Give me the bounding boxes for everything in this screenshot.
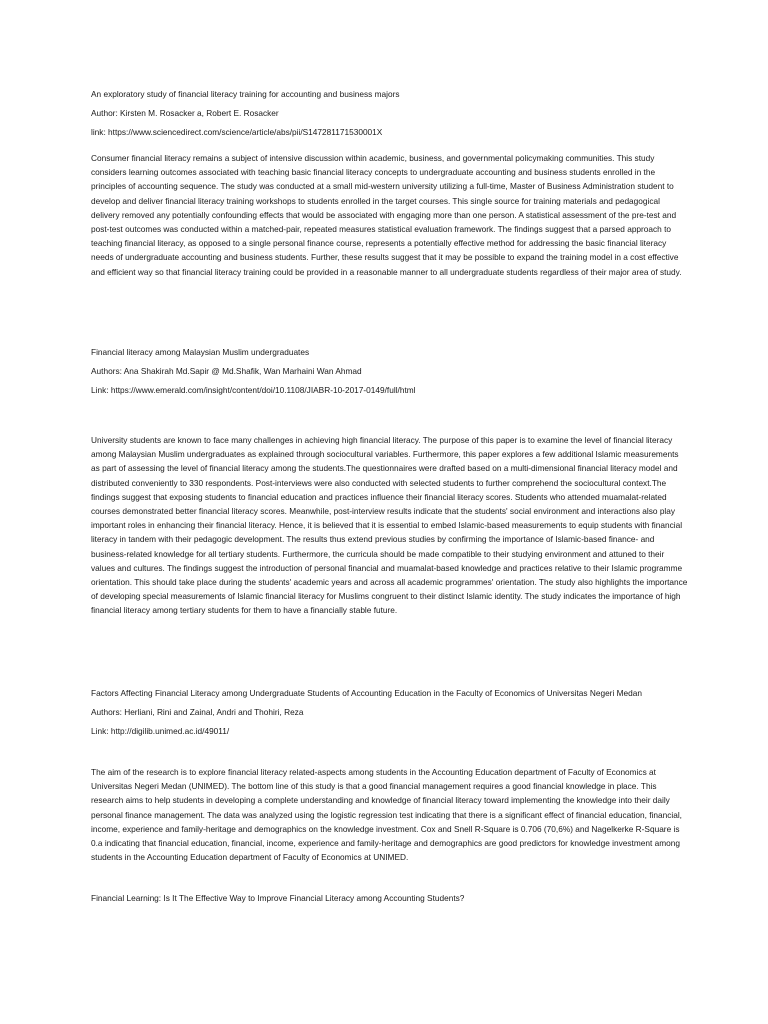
entry-authors: Authors: Ana Shakirah Md.Sapir @ Md.Shafik, Wan Marhaini Wan Ahmad: [91, 366, 362, 377]
entry-4: [91, 891, 689, 905]
entry-abstract: Consumer financial literacy remains a subject of intensive discussion within academic, business, and governmental policymaking communities. This study considers learning outcomes associated with teaching basic financial literacy concepts to undergraduate accounting and business students enrolled in the principles of accounting sequence. The study was conducted at a small mid-western university utilizing a full-time, Master of Business Administration student to develop and deliver financial literacy training workshops to students enrolled in the target courses. This single source for training materials and pedagogical delivery removed any potentially confounding effects that would be associated with engaging more than one person. A statistical assessment of the pre-test and post-test outcomes was conducted within a matched-pair, repeated measures statistical evaluation framework. The findings suggest that a parsed approach to teaching financial literacy, as opposed to a single personal finance course, represents a potentially effective method for addressing the basic financial literacy needs of undergraduate accounting and business students. Further, these results suggest that it may be possible to expand the training model in a cost effective and efficient way so that financial literacy training could be provided in a reasonable manner to all undergraduate students regardless of their major area of study.: [91, 153, 682, 277]
entry-3-abstract: [91, 765, 689, 864]
entry-2: [91, 345, 689, 398]
entry-2-abstract: [91, 433, 689, 618]
entry-link: Link: https://www.emerald.com/insight/content/doi/10.1108/JIABR-10-2017-0149/full/html: [91, 385, 416, 396]
entry-title: Financial Learning: Is It The Effective Way to Improve Financial Literacy among Accounting Students?: [91, 893, 465, 903]
entry-title: Financial literacy among Malaysian Muslim undergraduates: [91, 347, 310, 357]
entry-link: link: https://www.sciencedirect.com/science/article/abs/pii/S147281171530001X: [91, 127, 383, 138]
entry-3: [91, 686, 689, 739]
entry-abstract: University students are known to face many challenges in achieving high financial literacy. The purpose of this paper is to examine the level of financial literacy among Malaysian Muslim undergraduates as explained through sociocultural variables. Furthermore, this paper explores a few additional Islamic measurements as part of assessing the level of financial literacy among the students.The questionnaires were drafted based on a multi-dimensional financial literacy model and distributed conveniently to 330 respondents. Post-interviews were also conducted with selected students to further comprehend the sociocultural context.The findings suggest that exposing students to financial education and practices influence their financial literacy scores. Students who attended muamalat-related courses demonstrated better financial literacy scores. Meanwhile, post-interview results indicate that the students' social environment and interactions also play important roles in enhancing their financial literacy. Hence, it is believed that it is essential to embed Islamic-based measurements to equip students with financial literacy in tandem with their pedagogic development. The results thus extend previous studies by confirming the importance of Islamic-based finance- and business-related knowledge for all tertiary students. Furthermore, the curricula should be made compatible to their studying environment and attuned to their values and cultures. The findings suggest the introduction of personal financial and muamalat-based knowledge and practices relative to their Islamic programme orientation. This should take place during the students' academic years and across all academic programmes' orientation. The study also highlights the importance of developing special measurements of Islamic financial literacy for Muslims congruent to their distinct Islamic identity. The study indicates the importance of high financial literacy among tertiary students for them to have a financially stable future.: [91, 435, 688, 616]
entry-authors: Authors: Herliani, Rini and Zainal, Andri and Thohiri, Reza: [91, 707, 304, 718]
entry-title: Factors Affecting Financial Literacy among Undergraduate Students of Accounting Education in the Faculty of Economics of Universitas Negeri Medan: [91, 688, 642, 698]
entry-abstract: The aim of the research is to explore financial literacy related-aspects among students in the Accounting Education department of Faculty of Economics at Universitas Negeri Medan (UNIMED). The bottom line of this study is that a good financial management requires a good financial knowledge in place. This research aims to help students in developing a complete understanding and knowledge of financial literacy toward implementing the knowledge into their daily personal finance management. The data was analyzed using the logistic regression test indicating that there is a significant effect of financial education, financial, income, experience and family-heritage and demographics on the knowledge investment. Cox and Snell R-Square is 0.706 (70,6%) and Nagelkerke R-Square is 0.a indicating that financial education, financial, income, experience and family-heritage and demographics are good predictors for knowledge investment among students in the Accounting Education department of Faculty of Economics at UNIMED.: [91, 767, 682, 863]
entry-title: An exploratory study of financial literacy training for accounting and business majors: [91, 89, 400, 99]
entry-link: Link: http://digilib.unimed.ac.id/49011/: [91, 726, 230, 737]
entry-authors: Author: Kirsten M. Rosacker a, Robert E. Rosacker: [91, 108, 279, 119]
entry-1: [91, 87, 689, 140]
entry-1-abstract: [91, 151, 689, 279]
